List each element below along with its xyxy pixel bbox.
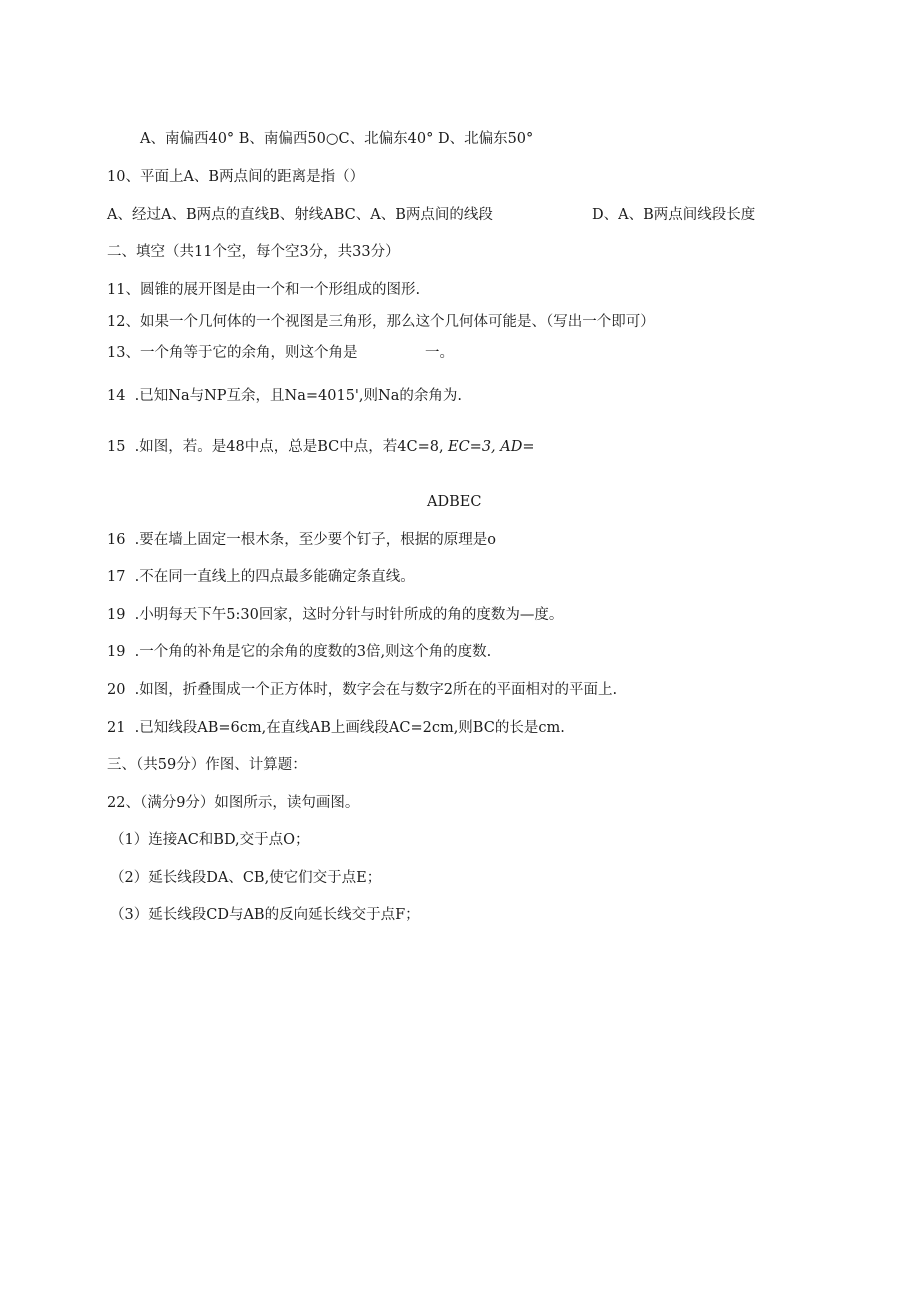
q10-option-d: D、A、B两点间线段长度	[592, 207, 756, 223]
q10-options-abc: A、经过A、B两点的直线B、射线ABC、A、B两点间的线段	[107, 207, 493, 223]
q12: 12、如果一个几何体的一个视图是三角形，那么这个几何体可能是、（写出一个即可）	[107, 314, 655, 330]
q18: 19 .小明每天下午5:30回家，这时分针与时针所成的角的度数为—度。	[107, 607, 564, 623]
q14: 14 .已知Na与NP互余，且Na=4015',则Na的余角为.	[107, 388, 462, 404]
section3-header: 三、（共59分）作图、计算题：	[107, 757, 307, 773]
q15-tail: EC=3, AD=	[448, 439, 535, 455]
q10-stem: 10、平面上A、B两点间的距离是指（）	[107, 169, 365, 185]
q19: 19 .一个角的补角是它的余角的度数的3倍,则这个角的度数.	[107, 644, 492, 660]
q16: 16 .要在墙上固定一根木条，至少要个钉子，根据的原理是o	[107, 532, 497, 548]
figure-label: ADBEC	[427, 494, 482, 510]
q15: 15 .如图，若。是48中点，总是BC中点，若4C=8,	[107, 439, 444, 455]
section2-header: 二、填空（共11个空，每个空3分，共33分）	[107, 244, 400, 260]
q20: 20 .如图，折叠围成一个正方体时，数字会在与数字2所在的平面相对的平面上.	[107, 682, 618, 698]
q11: 11、圆锥的展开图是由一个和一个形组成的图形.	[107, 282, 421, 298]
q17: 17 .不在同一直线上的四点最多能确定条直线。	[107, 569, 415, 585]
q22-part-2: （2）延长线段DA、CB,使它们交于点E；	[110, 870, 382, 886]
q9-options: A、南偏西40° B、南偏西50○C、北偏东40° D、北偏东50°	[140, 131, 534, 147]
q22-part-3: （3）延长线段CD与AB的反向延长线交于点F；	[110, 907, 420, 923]
q13-tail: 一。	[425, 345, 454, 361]
q21: 21 .已知线段AB=6cm,在直线AB上画线段AC=2cm,则BC的长是cm.	[107, 720, 565, 736]
q13: 13、一个角等于它的余角，则这个角是	[107, 345, 358, 361]
q22-stem: 22、（满分9分）如图所示，读句画图。	[107, 795, 360, 811]
q22-part-1: （1）连接AC和BD,交于点O；	[110, 832, 310, 848]
